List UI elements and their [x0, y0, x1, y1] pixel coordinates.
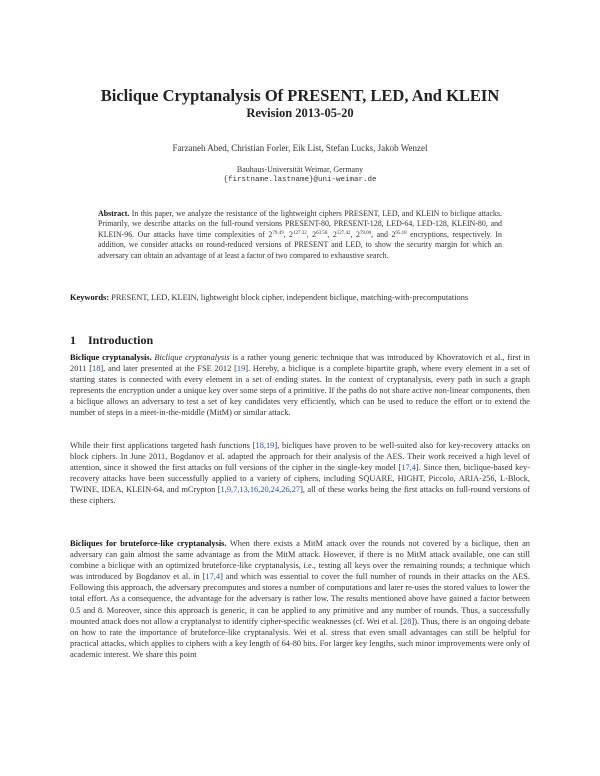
paragraph-bruteforce-like: Bicliques for bruteforce-like cryptanalysis. When there exists a MitM attack over the rounds not covered by a biclique, then an adversary can gain almost the same advantage as from the MitM attack. However, if there is no MitM attack available, one can still combine a biclique with an optimized bruteforce-like cryptanalysis, i.e., testing all keys over the remaining rounds; a technique which was introduced by Bogdanov et al. in [17,4] and which was essential to cover the full number of rounds in their attacks on the AES. Following this approach, the adversary precomputes and stores a number of computations and later re-uses the stored values to lower the total effort. As a consequence, the advantage for the adversary is rather low. The results mentioned above have gained a factor between 0.5 and 8. Moreover, since this approach is generic, it can be applied to any primitive and any number of rounds. Thus, a successfully mounted attack does not allow a cryptanalyst to identify cipher-specific weaknesses (cf. Wei et al. [28]). Thus, there is an ongoing debate on how to rate the importance of bruteforce-like cryptanalysis. Wei et al. stress that even small advantages can still be helpful for practical attacks, which applies to ciphers with a key length of 64-80 bits. For larger key lengths, such minor improvements were only of academic interest. We share this point	[70, 539, 530, 659]
revision-label: Revision 2013-05-20	[246, 106, 354, 120]
section-number: 1	[70, 333, 76, 347]
author-list: Farzaneh Abed, Christian Forler, Eik List, Stefan Lucks, Jakob Wenzel	[172, 143, 428, 153]
paragraph-applications: While their first applications targeted hash functions [18,19], bicliques have proven to be well-suited also for key-recovery attacks on block ciphers. In June 2011, Bogdanov et al. adapted the approach for their analysis of the AES. Their work received a high level of attention, since it showed the first attacks on full versions of the cipher in the single-key model [17,4]. Since then, biclique-based key-recovery attacks have been successfully applied to a variety of ciphers, including SQUARE, HIGHT, Piccolo, ARIA-256, L-Block, TWINE, IDEA, KLEIN-64, and mCrypton [1,9,7,13,16,20,24,26,27], all of these works being the first attacks on full-round versions of these ciphers.	[70, 441, 531, 506]
italic-term: Biclique cryptanalysis	[154, 353, 230, 362]
abstract: Abstract. In this paper, we analyze the resistance of the lightweight ciphers PRESENT, LED, and KLEIN to biclique attacks. Primarily, we describe attacks on the full-round versions PRESENT-80, PRESENT-128, LED-64, LED-128, KLEIN-80, and KLEIN-96. Our attacks have time complexities of $2^{79.49}$, $2^{127.32}$, $2^{63.58}$, $2^{127.42}$, $2^{79.00}$, and $2^{95.18}$ encryptions, respectively. In addition, we consider attacks on round-reduced versions of PRESENT and LED, to show the security margin for which an adversary can obtain an advantage of at least a factor of two compared to exhaustive search.	[98, 209, 502, 260]
complexity-3: $2^{63.58}$	[312, 229, 328, 239]
abstract-label: Abstract.	[98, 209, 130, 218]
citation-link[interactable]: 19	[236, 364, 246, 374]
complexity-5: $2^{79.00}$	[355, 229, 372, 239]
paragraph-biclique-cryptanalysis: Biclique cryptanalysis. Biclique cryptanalysis is a rather young generic technique that was introduced by Khovratovich et al., first in 2011 [18], and later presented at the FSE 2012 [19]. Hereby, a biclique is a complete bipartite graph, where every element in a set of starting states is connected with every element in a set of ending states. In the context of cryptanalysis, every path in such a graph represents the encryption under a unique key over some steps of a primitive. If the paths do not share active non-linear components, then a biclique allows an adversary to test a set of key candidates very efficiently, which can be used to reduce the effort or to extend the number of steps in a meet-in-the-middle (MitM) or similar attack.	[70, 353, 530, 418]
keywords	[70, 292, 530, 303]
citation-link[interactable]: 17,4	[401, 463, 416, 473]
citation-link[interactable]: 18,19	[255, 441, 275, 450]
citation-link[interactable]: 1,9,7,13,16,20,24,26,27	[220, 485, 301, 495]
complexity-6: $2^{95.18}$	[391, 229, 407, 239]
complexity-1: $2^{79.49}$	[268, 229, 284, 239]
complexity-4: $2^{127.42}$	[332, 229, 351, 239]
affiliation-block	[0, 164, 600, 186]
author-email: {firstname.lastname}@uni-weimar.de	[223, 176, 377, 184]
citation-link[interactable]: 18	[92, 364, 101, 374]
keywords-text: PRESENT, LED, KLEIN, lightweight block cipher, independent biclique, matching-with-precomputations	[111, 293, 469, 302]
paragraph-heading: Bicliques for bruteforce-like cryptanalysis.	[70, 539, 227, 548]
paragraph-heading: Biclique cryptanalysis.	[70, 353, 152, 362]
section-heading	[70, 333, 530, 348]
paper-title: Biclique Cryptanalysis Of PRESENT, LED, And KLEIN	[100, 86, 500, 105]
keywords-label: Keywords:	[70, 293, 110, 302]
abstract-text-2: encryptions, respectively. In addition, we consider attacks on round-reduced versions of PRESENT and LED, to show the security margin for which an adversary can obtain an advantage of at least a factor of two compared to exhaustive search.	[98, 229, 502, 260]
abstract-text-1: In this paper, we analyze the resistance of the lightweight ciphers PRESENT, LED, and KLEIN to biclique attacks. Primarily, we describe attacks on the full-round versions PRESENT-80, PRESENT-128, LED-64, LED-128, KLEIN-80, and KLEIN-96. Our attacks have time complexities of	[98, 209, 502, 239]
citation-link[interactable]: 17,4	[205, 572, 221, 582]
affiliation: Bauhaus-Universität Weimar, Germany	[236, 165, 364, 174]
section-title: Introduction	[88, 333, 154, 347]
citation-link[interactable]: 28	[403, 616, 412, 626]
complexity-2: $2^{127.32}$	[289, 229, 307, 239]
